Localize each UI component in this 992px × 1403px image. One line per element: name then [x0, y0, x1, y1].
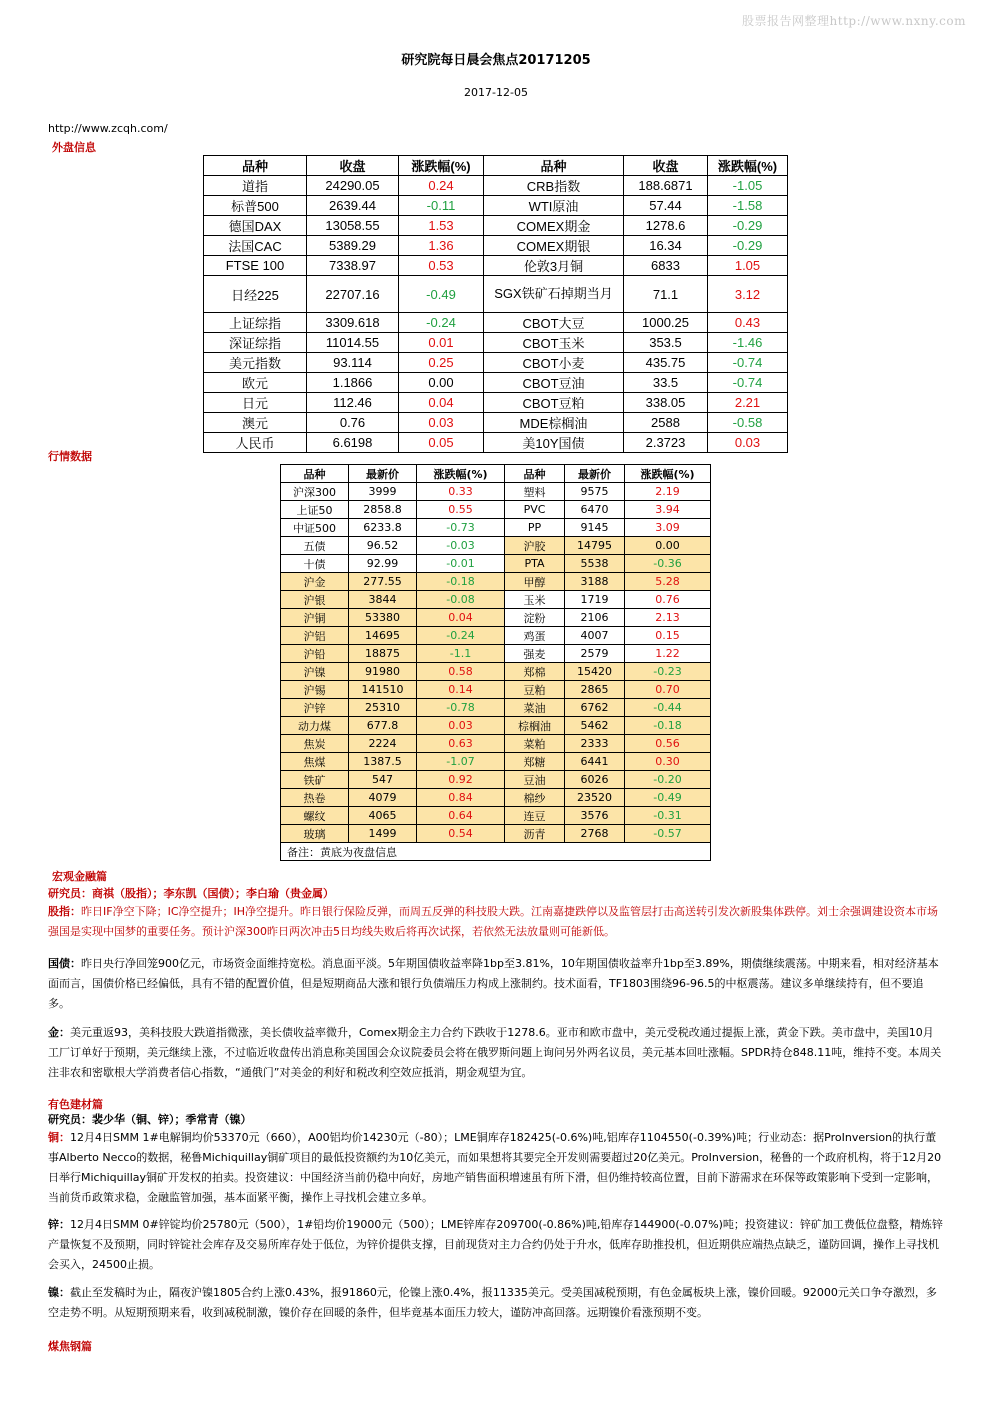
table-cell: 沪锡: [281, 681, 349, 699]
table-cell: 0.54: [417, 825, 505, 843]
table-cell: -0.78: [417, 699, 505, 717]
table-header-row: [204, 156, 788, 176]
table-cell: -0.57: [625, 825, 711, 843]
table-cell: 0.25: [399, 353, 484, 373]
table-row: [204, 236, 788, 256]
table-cell: 淀粉: [505, 609, 565, 627]
table-cell: -0.20: [625, 771, 711, 789]
table-cell: 伦敦3月铜: [484, 256, 624, 276]
table-cell: 9575: [565, 483, 625, 501]
table-cell: 71.1: [624, 276, 708, 313]
table-row: [204, 313, 788, 333]
table-cell: 美元指数: [204, 353, 307, 373]
table-cell: -0.31: [625, 807, 711, 825]
table-cell: 5462: [565, 717, 625, 735]
table-cell: 郑糖: [505, 753, 565, 771]
column-header: 最新价: [349, 465, 417, 483]
table-cell: 5389.29: [307, 236, 399, 256]
table-cell: 郑棉: [505, 663, 565, 681]
table-cell: 6762: [565, 699, 625, 717]
table-cell: 甲醇: [505, 573, 565, 591]
table-cell: CBOT小麦: [484, 353, 624, 373]
table-row: [281, 501, 711, 519]
table-cell: 14795: [565, 537, 625, 555]
table-cell: 沪银: [281, 591, 349, 609]
paragraph-text: 12月4日SMM 0#锌锭均价25780元（500），1#铅均价19000元（500）；LME锌库存209700(-0.86%)吨,铅库存144900(-0.07%)吨；投资建议：锌矿加工费低位盘整，精炼锌产量恢复不及预期，同时锌锭社会库存及交易所库存处于低位，为锌价提供支撑，目前现货对主力合约仍处于升水，低库存助推投机，但近期供应端热点缺乏，谨防回调，操作上寻找机会买入，24500止损。: [48, 1218, 943, 1271]
table-cell: 188.6871: [624, 176, 708, 196]
paragraph-text: 昨日IF净空下降；IC净空提升；IH净空提升。昨日银行保险反弹，而周五反弹的科技股大跌。江南嘉捷跌停以及监管层打击高送转引发次新股集体跌停。刘士余强调建设资本市场强国是实现中国梦的重要任务。预计沪深300昨日两次冲击5日均线失败后将再次试探，若依然无法放量则可能新低。: [48, 905, 939, 938]
table-cell: 棉纱: [505, 789, 565, 807]
table-cell: -0.29: [708, 236, 788, 256]
table-row: [281, 825, 711, 843]
table-row: [281, 483, 711, 501]
table-cell: 92.99: [349, 555, 417, 573]
table-cell: 15420: [565, 663, 625, 681]
table-cell: 4065: [349, 807, 417, 825]
table-cell: 十债: [281, 555, 349, 573]
domestic-market-table: [280, 464, 711, 861]
table-cell: 0.58: [417, 663, 505, 681]
table-row: [281, 573, 711, 591]
paragraph-text: 12月4日SMM 1#电解铜均价53370元（660），A00铝均价14230元（-80）；LME铜库存182425(-0.6%)吨,铝库存1104550(-0.39%)吨；行业动态：据ProInversion的执行董事Alberto Necco的数据，秘鲁Michiquillay铜矿项目的最低投资额约为10亿美元，而如果想将其要完全开发则需要超过20亿美元。ProInversion，秘鲁的一个政府机构，将于12月20日举行Michiquillay铜矿开发权的拍卖。投资建议：中国经济当前仍稳中向好，房地产销售面积增速虽有所下滑，但仍维持较高位置，目前下游需求在环保等政策影响下受到一定影响，当前货币政策求稳，金融监管加强，基本面紧平衡，操作上寻找机会建立多单。: [48, 1131, 942, 1204]
table-cell: 2579: [565, 645, 625, 663]
table-cell: PTA: [505, 555, 565, 573]
table-cell: 焦炭: [281, 735, 349, 753]
table-cell: 11014.55: [307, 333, 399, 353]
table-cell: WTI原油: [484, 196, 624, 216]
table-cell: -0.36: [625, 555, 711, 573]
table-cell: -0.11: [399, 196, 484, 216]
table-cell: 91980: [349, 663, 417, 681]
table-cell: 日元: [204, 393, 307, 413]
zinc-paragraph: [48, 1215, 944, 1275]
table-cell: CRB指数: [484, 176, 624, 196]
table-cell: 德国DAX: [204, 216, 307, 236]
table-cell: 277.55: [349, 573, 417, 591]
table-row: [204, 196, 788, 216]
table-cell: 0.64: [417, 807, 505, 825]
table-cell: 沪镍: [281, 663, 349, 681]
macro-researchers: [48, 884, 944, 904]
table-cell: 塑料: [505, 483, 565, 501]
table-cell: 1278.6: [624, 216, 708, 236]
table-cell: 0.33: [417, 483, 505, 501]
table-row: [204, 413, 788, 433]
metals-heading: 有色建材篇: [48, 1098, 103, 1111]
table-cell: 2768: [565, 825, 625, 843]
table-cell: 0.92: [417, 771, 505, 789]
section-overseas-heading: 外盘信息: [52, 141, 96, 154]
table-row: [281, 753, 711, 771]
table-cell: 141510: [349, 681, 417, 699]
table-cell: 焦煤: [281, 753, 349, 771]
table-row: [281, 717, 711, 735]
table-cell: 0.04: [417, 609, 505, 627]
table-cell: 3.94: [625, 501, 711, 519]
table-cell: PP: [505, 519, 565, 537]
table-cell: 0.15: [625, 627, 711, 645]
table-row: [281, 807, 711, 825]
paragraph-text: 美元重返93，美科技股大跌道指微涨，美长债收益率微升，Comex期金主力合约下跌收于1278.6。亚市和欧市盘中，美元受税改通过提振上涨，黄金下跌。美市盘中，美国10月工厂订单好于预期，美元继续上涨，不过临近收盘传出消息称美国国会众议院委员会将在俄罗斯问题上询问另外两名议员，美元基本回吐涨幅。SPDR持仓848.11吨，维持不变。本周关注非农和密歇根大学消费者信心指数，“通俄门”对美金的利好和税改利空效应抵消，期金观望为宜。: [48, 1026, 942, 1079]
column-header: 涨跌幅(%): [417, 465, 505, 483]
table-cell: 6.6198: [307, 433, 399, 453]
paragraph-label: 镍：: [48, 1286, 70, 1299]
table-cell: 96.52: [349, 537, 417, 555]
macro-heading: 宏观金融篇: [52, 870, 107, 883]
table-cell: -0.24: [417, 627, 505, 645]
copper-paragraph: [48, 1128, 944, 1208]
table-cell: 0.76: [625, 591, 711, 609]
table-cell: PVC: [505, 501, 565, 519]
table-cell: 强麦: [505, 645, 565, 663]
table-cell: 玉米: [505, 591, 565, 609]
table-cell: 1.53: [399, 216, 484, 236]
table-row: [204, 353, 788, 373]
table-cell: CBOT玉米: [484, 333, 624, 353]
table-row: [281, 789, 711, 807]
table-cell: 0.14: [417, 681, 505, 699]
table-cell: 93.114: [307, 353, 399, 373]
table-row: [281, 537, 711, 555]
stock-index-paragraph: [48, 902, 944, 942]
table-cell: -1.1: [417, 645, 505, 663]
table-cell: 0.84: [417, 789, 505, 807]
table-cell: 0.53: [399, 256, 484, 276]
page-title: 研究院每日晨会焦点20171205: [401, 53, 591, 68]
paragraph-label: 铜：: [48, 1131, 70, 1144]
table-row: [204, 373, 788, 393]
table-cell: 0.24: [399, 176, 484, 196]
table-cell: 9145: [565, 519, 625, 537]
table-cell: 欧元: [204, 373, 307, 393]
table-cell: -0.01: [417, 555, 505, 573]
table-row: [204, 216, 788, 236]
table-cell: 菜粕: [505, 735, 565, 753]
table-cell: 1.22: [625, 645, 711, 663]
table-cell: 16.34: [624, 236, 708, 256]
table-cell: 33.5: [624, 373, 708, 393]
table-cell: 0.04: [399, 393, 484, 413]
table-cell: 353.5: [624, 333, 708, 353]
table-cell: 豆粕: [505, 681, 565, 699]
table-cell: 深证综指: [204, 333, 307, 353]
column-header: 收盘: [307, 156, 399, 176]
table-cell: 动力煤: [281, 717, 349, 735]
table-cell: 1.36: [399, 236, 484, 256]
table-cell: 2639.44: [307, 196, 399, 216]
watermark: 股票报告网整理http://www.nxny.com: [742, 14, 966, 28]
table-cell: 五债: [281, 537, 349, 555]
table-cell: -0.24: [399, 313, 484, 333]
table-cell: 美10Y国债: [484, 433, 624, 453]
table-cell: 玻璃: [281, 825, 349, 843]
table-cell: 13058.55: [307, 216, 399, 236]
table-cell: 菜油: [505, 699, 565, 717]
metals-researchers: [48, 1110, 944, 1130]
table-cell: 7338.97: [307, 256, 399, 276]
table-cell: 5538: [565, 555, 625, 573]
table-cell: 2333: [565, 735, 625, 753]
table-cell: 338.05: [624, 393, 708, 413]
table-cell: 2106: [565, 609, 625, 627]
table-cell: 0.76: [307, 413, 399, 433]
site-link[interactable]: http://www.zcqh.com/: [48, 122, 168, 135]
table-row: [281, 699, 711, 717]
table-cell: 沪深300: [281, 483, 349, 501]
table-cell: 2.21: [708, 393, 788, 413]
table-cell: 1499: [349, 825, 417, 843]
column-header: 涨跌幅(%): [399, 156, 484, 176]
table-row: [281, 681, 711, 699]
table-cell: 0.05: [399, 433, 484, 453]
table-cell: 日经225: [204, 276, 307, 313]
table-cell: FTSE 100: [204, 256, 307, 276]
table-cell: 0.56: [625, 735, 711, 753]
table-cell: 棕榈油: [505, 717, 565, 735]
table-cell: 鸡蛋: [505, 627, 565, 645]
table-cell: 2.19: [625, 483, 711, 501]
table-cell: -0.29: [708, 216, 788, 236]
table-cell: -0.74: [708, 353, 788, 373]
table-cell: 3576: [565, 807, 625, 825]
table-row: [204, 333, 788, 353]
table-cell: CBOT豆粕: [484, 393, 624, 413]
table-cell: 沪铝: [281, 627, 349, 645]
table-cell: 豆油: [505, 771, 565, 789]
table-cell: 3309.618: [307, 313, 399, 333]
table-cell: 0.63: [417, 735, 505, 753]
table-cell: 中证500: [281, 519, 349, 537]
table-cell: 道指: [204, 176, 307, 196]
table-row: [281, 663, 711, 681]
table-cell: 0.01: [399, 333, 484, 353]
table-cell: 435.75: [624, 353, 708, 373]
report-date: 2017-12-05: [464, 86, 528, 99]
table-cell: 沪金: [281, 573, 349, 591]
table-cell: 2588: [624, 413, 708, 433]
researcher-names: 研究员：裴少华（铜、锌）；季常青（镍）: [48, 1113, 252, 1126]
table-cell: 人民币: [204, 433, 307, 453]
table-cell: 14695: [349, 627, 417, 645]
table-cell: 0.03: [399, 413, 484, 433]
table-cell: 25310: [349, 699, 417, 717]
night-session-note: 备注：黄底为夜盘信息: [281, 843, 711, 861]
table-cell: 547: [349, 771, 417, 789]
table-cell: -0.03: [417, 537, 505, 555]
gold-paragraph: [48, 1023, 944, 1083]
column-header: 品种: [505, 465, 565, 483]
paragraph-label: 股指：: [48, 905, 81, 918]
table-header-row: [281, 465, 711, 483]
table-cell: 2858.8: [349, 501, 417, 519]
table-cell: 6441: [565, 753, 625, 771]
table-cell: -0.18: [625, 717, 711, 735]
table-cell: 0.43: [708, 313, 788, 333]
table-cell: CBOT豆油: [484, 373, 624, 393]
table-cell: 5.28: [625, 573, 711, 591]
table-cell: CBOT大豆: [484, 313, 624, 333]
table-cell: 沪锌: [281, 699, 349, 717]
table-cell: 24290.05: [307, 176, 399, 196]
table-row: [281, 771, 711, 789]
column-header: 涨跌幅(%): [708, 156, 788, 176]
column-header: 品种: [484, 156, 624, 176]
table-cell: 6026: [565, 771, 625, 789]
table-row: [204, 276, 788, 313]
table-cell: 112.46: [307, 393, 399, 413]
table-cell: 1000.25: [624, 313, 708, 333]
table-cell: 6470: [565, 501, 625, 519]
table-cell: 0.03: [417, 717, 505, 735]
table-cell: 铁矿: [281, 771, 349, 789]
table-cell: 4007: [565, 627, 625, 645]
table-row: [281, 591, 711, 609]
table-cell: 沪铜: [281, 609, 349, 627]
table-row: [204, 176, 788, 196]
overseas-market-table: [203, 155, 788, 453]
table-row: [281, 555, 711, 573]
table-cell: 6833: [624, 256, 708, 276]
table-cell: -0.49: [399, 276, 484, 313]
table-cell: COMEX期银: [484, 236, 624, 256]
column-header: 收盘: [624, 156, 708, 176]
table-cell: -0.73: [417, 519, 505, 537]
table-row: [281, 519, 711, 537]
table-cell: 0.00: [625, 537, 711, 555]
table-cell: -0.49: [625, 789, 711, 807]
table-cell: 57.44: [624, 196, 708, 216]
table-cell: 1.1866: [307, 373, 399, 393]
coal-coke-steel-heading: 煤焦钢篇: [48, 1340, 92, 1353]
table-cell: SGX铁矿石掉期当月: [484, 276, 624, 313]
table-cell: -1.05: [708, 176, 788, 196]
table-cell: 677.8: [349, 717, 417, 735]
table-cell: 0.00: [399, 373, 484, 393]
table-cell: 6233.8: [349, 519, 417, 537]
table-cell: 沪胶: [505, 537, 565, 555]
table-cell: 2865: [565, 681, 625, 699]
table-cell: 上证综指: [204, 313, 307, 333]
table-cell: 澳元: [204, 413, 307, 433]
table-row: [204, 256, 788, 276]
table-cell: COMEX期金: [484, 216, 624, 236]
table-cell: 沥青: [505, 825, 565, 843]
table-cell: 上证50: [281, 501, 349, 519]
table-cell: 53380: [349, 609, 417, 627]
table-cell: 1719: [565, 591, 625, 609]
column-header: 品种: [204, 156, 307, 176]
table-cell: -0.44: [625, 699, 711, 717]
table-cell: 螺纹: [281, 807, 349, 825]
table-cell: 18875: [349, 645, 417, 663]
table-cell: 4079: [349, 789, 417, 807]
table-row: [281, 627, 711, 645]
table-cell: -0.23: [625, 663, 711, 681]
nickel-paragraph: [48, 1283, 944, 1323]
table-cell: 连豆: [505, 807, 565, 825]
researcher-names: 研究员：商祺（股指）；李东凯（国债）；李白瑜（贵金属）: [48, 887, 334, 900]
table-cell: 0.70: [625, 681, 711, 699]
table-cell: -0.58: [708, 413, 788, 433]
column-header: 品种: [281, 465, 349, 483]
table-cell: 2.13: [625, 609, 711, 627]
table-cell: -1.07: [417, 753, 505, 771]
table-row: [281, 609, 711, 627]
table-row: [281, 645, 711, 663]
table-cell: -1.58: [708, 196, 788, 216]
table-cell: 0.03: [708, 433, 788, 453]
bond-paragraph: [48, 954, 944, 1014]
table-cell: 3188: [565, 573, 625, 591]
paragraph-text: 昨日央行净回笼900亿元，市场资金面维持宽松。消息面平淡。5年期国债收益率降1bp至3.81%，10年期国债收益率升1bp至3.89%，期债继续震荡。中期来看，相对经济基本面而言，国债价格已经偏低，具有不错的配置价值，但是短期商品大涨和银行负债端压力构成上涨制约。技术面看，TF1803围绕96-96.5的中枢震荡。建议多单继续持有，但不要追多。: [48, 957, 939, 1010]
paragraph-text: 截止至发稿时为止，隔夜沪镍1805合约上涨0.43%，报91860元，伦镍上涨0.4%，报11335美元。受美国减税预期，有色金属板块上涨，镍价回暖。92000元关口争夺激烈，多空走势不明。从短期预期来看，收到减税制激，镍价存在回暖的条件，但毕竟基本面压力较大，谨防冲高回落。远期镍价看涨预期不变。: [48, 1286, 937, 1319]
table-cell: 2.3723: [624, 433, 708, 453]
table-row: [204, 393, 788, 413]
table-cell: 22707.16: [307, 276, 399, 313]
table-cell: 3.09: [625, 519, 711, 537]
table-cell: 2224: [349, 735, 417, 753]
table-cell: 1.05: [708, 256, 788, 276]
column-header: 涨跌幅(%): [625, 465, 711, 483]
table-note-row: [281, 843, 711, 861]
table-row: [204, 433, 788, 453]
table-cell: 热卷: [281, 789, 349, 807]
column-header: 最新价: [565, 465, 625, 483]
table-cell: -0.18: [417, 573, 505, 591]
table-cell: 3844: [349, 591, 417, 609]
paragraph-label: 国债：: [48, 957, 81, 970]
table-cell: -1.46: [708, 333, 788, 353]
table-cell: 3.12: [708, 276, 788, 313]
table-cell: 标普500: [204, 196, 307, 216]
table-cell: 1387.5: [349, 753, 417, 771]
table-cell: -0.74: [708, 373, 788, 393]
table-row: [281, 735, 711, 753]
table-cell: -0.08: [417, 591, 505, 609]
table-cell: 0.55: [417, 501, 505, 519]
table-cell: 0.30: [625, 753, 711, 771]
section-market-heading: 行情数据: [48, 450, 92, 463]
table-cell: 23520: [565, 789, 625, 807]
table-cell: 法国CAC: [204, 236, 307, 256]
paragraph-label: 金：: [48, 1026, 70, 1039]
table-cell: 3999: [349, 483, 417, 501]
table-cell: MDE棕榈油: [484, 413, 624, 433]
paragraph-label: 锌：: [48, 1218, 70, 1231]
table-cell: 沪铅: [281, 645, 349, 663]
